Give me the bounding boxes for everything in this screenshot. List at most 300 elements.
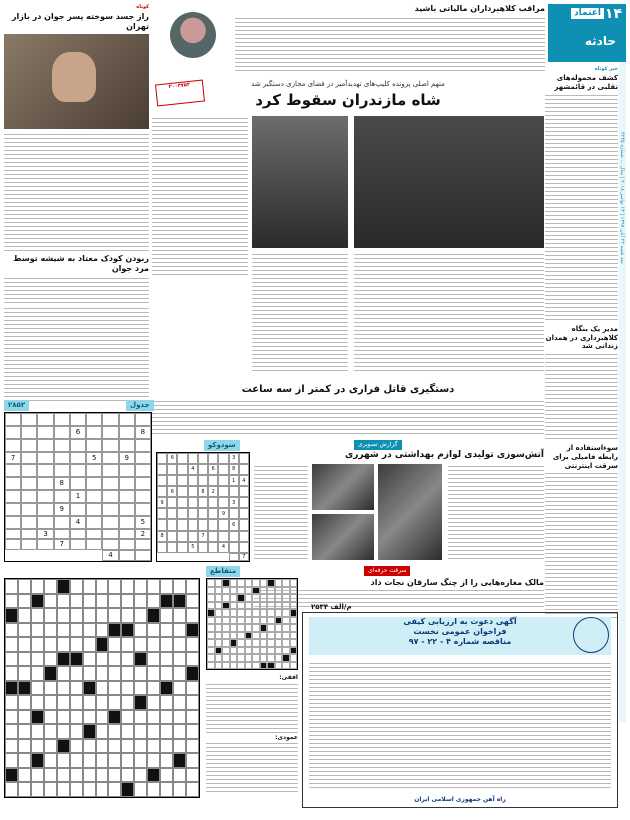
left-top-body	[4, 132, 149, 252]
sudoku-cell: 1	[229, 475, 239, 486]
sudoku-cell	[218, 531, 228, 542]
sudoku-cell	[119, 439, 135, 452]
crossword-cell	[267, 579, 275, 587]
crossword-cell	[70, 623, 83, 638]
fire-photo-1	[312, 464, 374, 510]
sudoku-cell	[157, 542, 167, 553]
sudoku-cell	[5, 490, 21, 503]
crossword-cell	[5, 652, 18, 667]
crossword-cell	[222, 654, 230, 662]
crossword-cell	[108, 753, 121, 768]
crossword-cell	[70, 782, 83, 797]
sudoku-cell: 2	[208, 486, 218, 497]
crossword-cell	[31, 710, 44, 725]
crossword-cell	[207, 594, 215, 602]
sudoku-cell	[135, 539, 151, 550]
crossword-cell	[290, 654, 298, 662]
crossword-cell	[275, 654, 283, 662]
crossword-cell	[237, 654, 245, 662]
sudoku-cell	[119, 490, 135, 503]
crossword-cell	[134, 710, 147, 725]
stamp-text: ۳۰۰۳۷۵۳	[168, 81, 191, 91]
crossword-cell	[207, 662, 215, 670]
sudoku-cell	[5, 477, 21, 490]
sudoku-cell	[167, 497, 177, 508]
puzzle-section-label: جدول	[126, 400, 154, 411]
crossword-cell	[160, 637, 173, 652]
sudoku-cell	[21, 503, 37, 516]
crossword-cell	[121, 753, 134, 768]
crossword-cell	[252, 594, 260, 602]
right-story-2-body	[545, 352, 618, 442]
sudoku-cell	[21, 439, 37, 452]
sudoku-cell	[70, 452, 86, 465]
crossword-cell	[260, 602, 268, 610]
crossword-cell	[147, 594, 160, 609]
crossword-cell	[121, 637, 134, 652]
sudoku-cell	[37, 503, 53, 516]
crossword-cell	[70, 608, 83, 623]
sudoku-cell	[119, 477, 135, 490]
sudoku-cell	[54, 426, 70, 439]
crossword-cell	[275, 632, 283, 640]
crossword-cell	[290, 632, 298, 640]
fire-story	[254, 440, 544, 562]
crossword-cell	[252, 654, 260, 662]
crossword-clues	[206, 674, 298, 804]
crossword-cell	[70, 724, 83, 739]
crossword-cell	[215, 617, 223, 625]
crossword-cell	[108, 666, 121, 681]
theft-label: سرقت حرفه‌ای	[364, 566, 410, 576]
crossword-cell	[215, 662, 223, 670]
ad-title-1: آگهی دعوت به ارزیابی کیفی	[403, 617, 517, 626]
crossword-cell	[57, 608, 70, 623]
sudoku-cell	[229, 508, 239, 519]
sudoku-cell	[119, 464, 135, 477]
crossword-cell	[230, 639, 238, 647]
theft-headline: مالک مغازه‌هایی را از چنگ سارقان نجات داد	[370, 578, 544, 587]
crossword-cell	[44, 724, 57, 739]
sudoku-cell	[21, 529, 37, 540]
crossword-cell	[160, 652, 173, 667]
crossword-cell	[108, 724, 121, 739]
crossword-cell	[70, 637, 83, 652]
crossword-cell	[207, 602, 215, 610]
crossword-cell	[121, 695, 134, 710]
crossword-cell	[18, 782, 31, 797]
crossword-cell	[222, 647, 230, 655]
crossword-cell	[260, 662, 268, 670]
sudoku-cell	[135, 477, 151, 490]
crossword-cell	[282, 609, 290, 617]
sudoku-cell	[54, 464, 70, 477]
crossword-cell	[260, 624, 268, 632]
sudoku-cell	[86, 516, 102, 529]
crossword-cell	[57, 724, 70, 739]
crossword-cell	[282, 602, 290, 610]
crossword-cell	[44, 623, 57, 638]
crossword-cell	[173, 724, 186, 739]
crossword-cell	[173, 579, 186, 594]
crossword-cell	[83, 652, 96, 667]
crossword-cell	[186, 768, 199, 783]
top-story	[150, 4, 545, 76]
crossword-cell	[173, 652, 186, 667]
crossword-cell	[160, 579, 173, 594]
sudoku-cell	[21, 464, 37, 477]
crossword-cell	[5, 710, 18, 725]
crossword-cell	[160, 594, 173, 609]
crossword-cell	[275, 662, 283, 670]
crossword-cell	[44, 681, 57, 696]
sudoku-cell	[37, 464, 53, 477]
crossword-cell	[18, 623, 31, 638]
crossword-cell	[173, 695, 186, 710]
crossword-cell	[44, 637, 57, 652]
crossword-cell	[18, 666, 31, 681]
crossword-cell	[252, 639, 260, 647]
sudoku-grid	[4, 412, 152, 562]
sudoku-cell	[177, 497, 187, 508]
sudoku-cell	[54, 452, 70, 465]
sudoku-cell	[188, 497, 198, 508]
crossword-cell	[134, 666, 147, 681]
crossword-cell	[160, 623, 173, 638]
crossword-cell	[173, 753, 186, 768]
sudoku-cell	[167, 464, 177, 475]
sudoku-cell	[188, 531, 198, 542]
crossword-cell	[147, 579, 160, 594]
crossword-cell	[160, 666, 173, 681]
sudoku-cell	[5, 503, 21, 516]
sudoku-cell: 3	[37, 529, 53, 540]
crossword-cell	[57, 710, 70, 725]
sudoku-cell: 8	[157, 531, 167, 542]
sudoku-cell	[239, 464, 249, 475]
sudoku-cell	[102, 464, 118, 477]
crossword-cell	[108, 637, 121, 652]
crossword-cell	[245, 594, 253, 602]
crossword-cell	[290, 602, 298, 610]
crossword-cell	[237, 639, 245, 647]
sudoku-cell: 6	[70, 426, 86, 439]
right-kicker: خبر کوتاه	[594, 66, 618, 72]
crossword-cell	[31, 782, 44, 797]
crossword-cell	[173, 594, 186, 609]
sudoku-cell	[198, 508, 208, 519]
crossword-cell	[275, 609, 283, 617]
crossword-cell	[230, 609, 238, 617]
sudoku-cell	[102, 529, 118, 540]
crossword-cell	[230, 624, 238, 632]
sudoku-cell: 7	[5, 452, 21, 465]
right-story-3-headline: سوءاستفاده از رابطه فامیلی برای سرقت اینترنتی	[552, 444, 618, 470]
crossword-cell	[31, 768, 44, 783]
crossword-cell	[215, 579, 223, 587]
crossword-cell	[147, 724, 160, 739]
crossword-cell	[44, 695, 57, 710]
crossword-cell	[222, 639, 230, 647]
sudoku-cell	[229, 486, 239, 497]
sudoku-cell: 2	[135, 529, 151, 540]
sudoku-cell	[177, 531, 187, 542]
sudoku-cell	[54, 413, 70, 426]
tender-advertisement	[302, 603, 618, 808]
sudoku-cell	[239, 519, 249, 530]
arrest-photo	[354, 116, 544, 248]
crossword-cell	[245, 639, 253, 647]
crossword-cell	[44, 666, 57, 681]
crossword-cell	[267, 662, 275, 670]
clues-vertical-body	[206, 741, 298, 793]
sudoku-cell	[54, 439, 70, 452]
right-column	[545, 66, 618, 656]
crossword-cell	[160, 768, 173, 783]
section-header	[548, 4, 626, 62]
crossword-cell	[282, 617, 290, 625]
crossword-cell	[245, 662, 253, 670]
crossword-cell	[134, 753, 147, 768]
crossword-cell	[290, 662, 298, 670]
sudoku-cell	[198, 542, 208, 553]
crossword-cell	[252, 624, 260, 632]
sudoku-cell	[167, 531, 177, 542]
crossword-cell	[147, 739, 160, 754]
sudoku-cell	[86, 490, 102, 503]
crossword-cell	[31, 608, 44, 623]
crossword-cell	[245, 609, 253, 617]
crossword-cell	[267, 594, 275, 602]
left-mid-headline: ربودن کودک معتاد به شیشه توسط مرد جوان	[13, 254, 149, 274]
crossword-cell	[44, 782, 57, 797]
sudoku-cell	[135, 550, 151, 561]
crossword-cell	[147, 753, 160, 768]
ad-footer: راه آهن جمهوری اسلامی ایران	[414, 795, 506, 803]
sudoku-cell	[135, 464, 151, 477]
sudoku-cell: 9	[218, 508, 228, 519]
crossword-cell	[230, 647, 238, 655]
fire-photo-3	[378, 464, 442, 560]
crossword-cell	[222, 617, 230, 625]
crossword-cell	[260, 654, 268, 662]
crossword-cell	[207, 632, 215, 640]
crossword-cell	[18, 695, 31, 710]
crossword-cell	[282, 647, 290, 655]
page-number: ۱۴	[604, 6, 622, 22]
crossword-cell	[290, 579, 298, 587]
crossword-cell	[31, 681, 44, 696]
crossword-cell	[160, 681, 173, 696]
crossword-cell	[173, 768, 186, 783]
sudoku-cell	[208, 475, 218, 486]
crossword-cell	[96, 782, 109, 797]
fire-body-left	[254, 464, 308, 560]
crossword-cell	[186, 681, 199, 696]
sudoku-cell: 4	[102, 550, 118, 561]
crossword-cell	[267, 587, 275, 595]
crossword-cell	[230, 579, 238, 587]
sudoku-cell	[70, 464, 86, 477]
crossword-cell	[173, 666, 186, 681]
suspect-photo	[252, 116, 348, 248]
crossword-cell	[18, 652, 31, 667]
crossword-cell	[173, 623, 186, 638]
sudoku-cell	[218, 519, 228, 530]
sudoku-cell	[239, 508, 249, 519]
crossword-cell	[83, 724, 96, 739]
sudoku-cell	[37, 539, 53, 550]
sudoku-cell	[5, 413, 21, 426]
crossword-cell	[57, 695, 70, 710]
sudoku-cell	[218, 453, 228, 464]
crossword-cell	[186, 652, 199, 667]
crossword-cell	[57, 579, 70, 594]
sudoku-cell: 6	[208, 464, 218, 475]
fire-headline: آتش‌سوزی تولیدی لوازم بهداشتی در شهرری	[344, 450, 544, 460]
sudoku-cell	[37, 426, 53, 439]
crossword-cell	[121, 579, 134, 594]
sudoku-cell: 1	[70, 490, 86, 503]
crossword-cell	[267, 654, 275, 662]
crossword-cell	[18, 768, 31, 783]
crossword-cell	[5, 753, 18, 768]
crossword-cell	[5, 695, 18, 710]
sudoku-cell	[102, 490, 118, 503]
crossword-cell	[18, 608, 31, 623]
crossword-cell	[134, 637, 147, 652]
crossword-cell	[96, 666, 109, 681]
sudoku-cell	[5, 439, 21, 452]
crossword-cell	[252, 617, 260, 625]
crossword-cell	[207, 579, 215, 587]
main-overline: متهم اصلی پرونده کلیپ‌های تهدیدآمیز در فضای مجازی دستگیر شد	[251, 80, 445, 88]
crossword-cell	[230, 587, 238, 595]
crossword-cell	[160, 695, 173, 710]
sudoku-cell	[135, 439, 151, 452]
crossword-cell	[96, 652, 109, 667]
crossword-cell	[222, 662, 230, 670]
main-story	[152, 80, 544, 380]
crossword-cell	[160, 782, 173, 797]
capture-headline: دستگیری قاتل فراری در کمتر از سه ساعت	[241, 384, 455, 395]
crossword-cell	[70, 594, 83, 609]
small-crossword-grid	[206, 578, 298, 670]
crossword-cell	[173, 681, 186, 696]
main-headline: شاه مازندران سقوط کرد	[255, 90, 441, 109]
crossword-cell	[121, 608, 134, 623]
sudoku-cell	[135, 490, 151, 503]
crossword-cell	[207, 624, 215, 632]
sudoku-cell	[218, 475, 228, 486]
sudoku-cell	[37, 490, 53, 503]
sudoku-cell	[177, 508, 187, 519]
crossword-cell	[252, 579, 260, 587]
crossword-cell	[245, 624, 253, 632]
sudoku-cell	[157, 508, 167, 519]
crossword-cell	[275, 639, 283, 647]
crossword-cell	[44, 608, 57, 623]
sudoku-cell	[208, 497, 218, 508]
crossword-cell	[160, 710, 173, 725]
sudoku-cell	[21, 539, 37, 550]
crossword-cell	[260, 632, 268, 640]
crossword-cell	[245, 654, 253, 662]
crossword-cell	[173, 637, 186, 652]
crossword-cell	[108, 695, 121, 710]
crossword-cell	[222, 587, 230, 595]
sudoku-cell	[102, 503, 118, 516]
crossword-cell	[215, 609, 223, 617]
crossword-cell	[83, 637, 96, 652]
crossword-cell	[121, 623, 134, 638]
crossword-cell	[121, 594, 134, 609]
sudoku-cell	[102, 539, 118, 550]
sudoku-cell	[37, 477, 53, 490]
crossword-cell	[5, 666, 18, 681]
crossword-cell	[44, 710, 57, 725]
sudoku-cell: 8	[229, 464, 239, 475]
brand-tag: اعتماد	[571, 8, 604, 19]
sudoku-cell	[21, 490, 37, 503]
sudoku-cell	[239, 497, 249, 508]
crossword-cell	[147, 652, 160, 667]
crossword-cell	[121, 724, 134, 739]
sudoku-cell	[177, 475, 187, 486]
crossword-cell	[57, 594, 70, 609]
sudoku-cell	[70, 503, 86, 516]
crossword-cell	[230, 602, 238, 610]
sudoku-cell	[119, 539, 135, 550]
crossword-cell	[83, 594, 96, 609]
crossword-cell	[44, 739, 57, 754]
sudoku-cell	[119, 426, 135, 439]
crossword-cell	[5, 782, 18, 797]
sudoku-cell: 6	[229, 519, 239, 530]
crossword-cell	[70, 579, 83, 594]
sudoku-cell	[218, 497, 228, 508]
crossword-cell	[108, 782, 121, 797]
crossword-cell	[275, 602, 283, 610]
sudoku-cell	[239, 542, 249, 553]
crossword-cell	[134, 681, 147, 696]
sudoku-cell: 8	[54, 477, 70, 490]
crossword-cell	[290, 594, 298, 602]
left-mid-body-2	[4, 306, 149, 402]
sudoku-cell	[5, 539, 21, 550]
date-line: سه شنبه ۲۲ آبان ۱۳۹۷ | ۱۳ نوامبر ۲۰۱۸ | سال ... شماره ۴۲۴۵	[619, 132, 625, 264]
sudoku-cell	[119, 503, 135, 516]
crossword-cell	[134, 768, 147, 783]
sudoku-cell: 4	[188, 464, 198, 475]
crossword-cell	[96, 594, 109, 609]
crossword-cell	[121, 768, 134, 783]
sudoku-cell	[208, 508, 218, 519]
crossword-cell	[83, 739, 96, 754]
crossword-cell	[31, 637, 44, 652]
crossword-cell	[290, 587, 298, 595]
sudoku-cell	[177, 542, 187, 553]
crossword-cell	[57, 739, 70, 754]
crossword-cell	[230, 654, 238, 662]
crossword-cell	[5, 623, 18, 638]
sudoku-cell	[21, 516, 37, 529]
sudoku-cell	[188, 486, 198, 497]
crossword-cell	[18, 594, 31, 609]
crossword-cell	[237, 624, 245, 632]
sudoku-cell	[229, 542, 239, 553]
crossword-cell	[121, 652, 134, 667]
